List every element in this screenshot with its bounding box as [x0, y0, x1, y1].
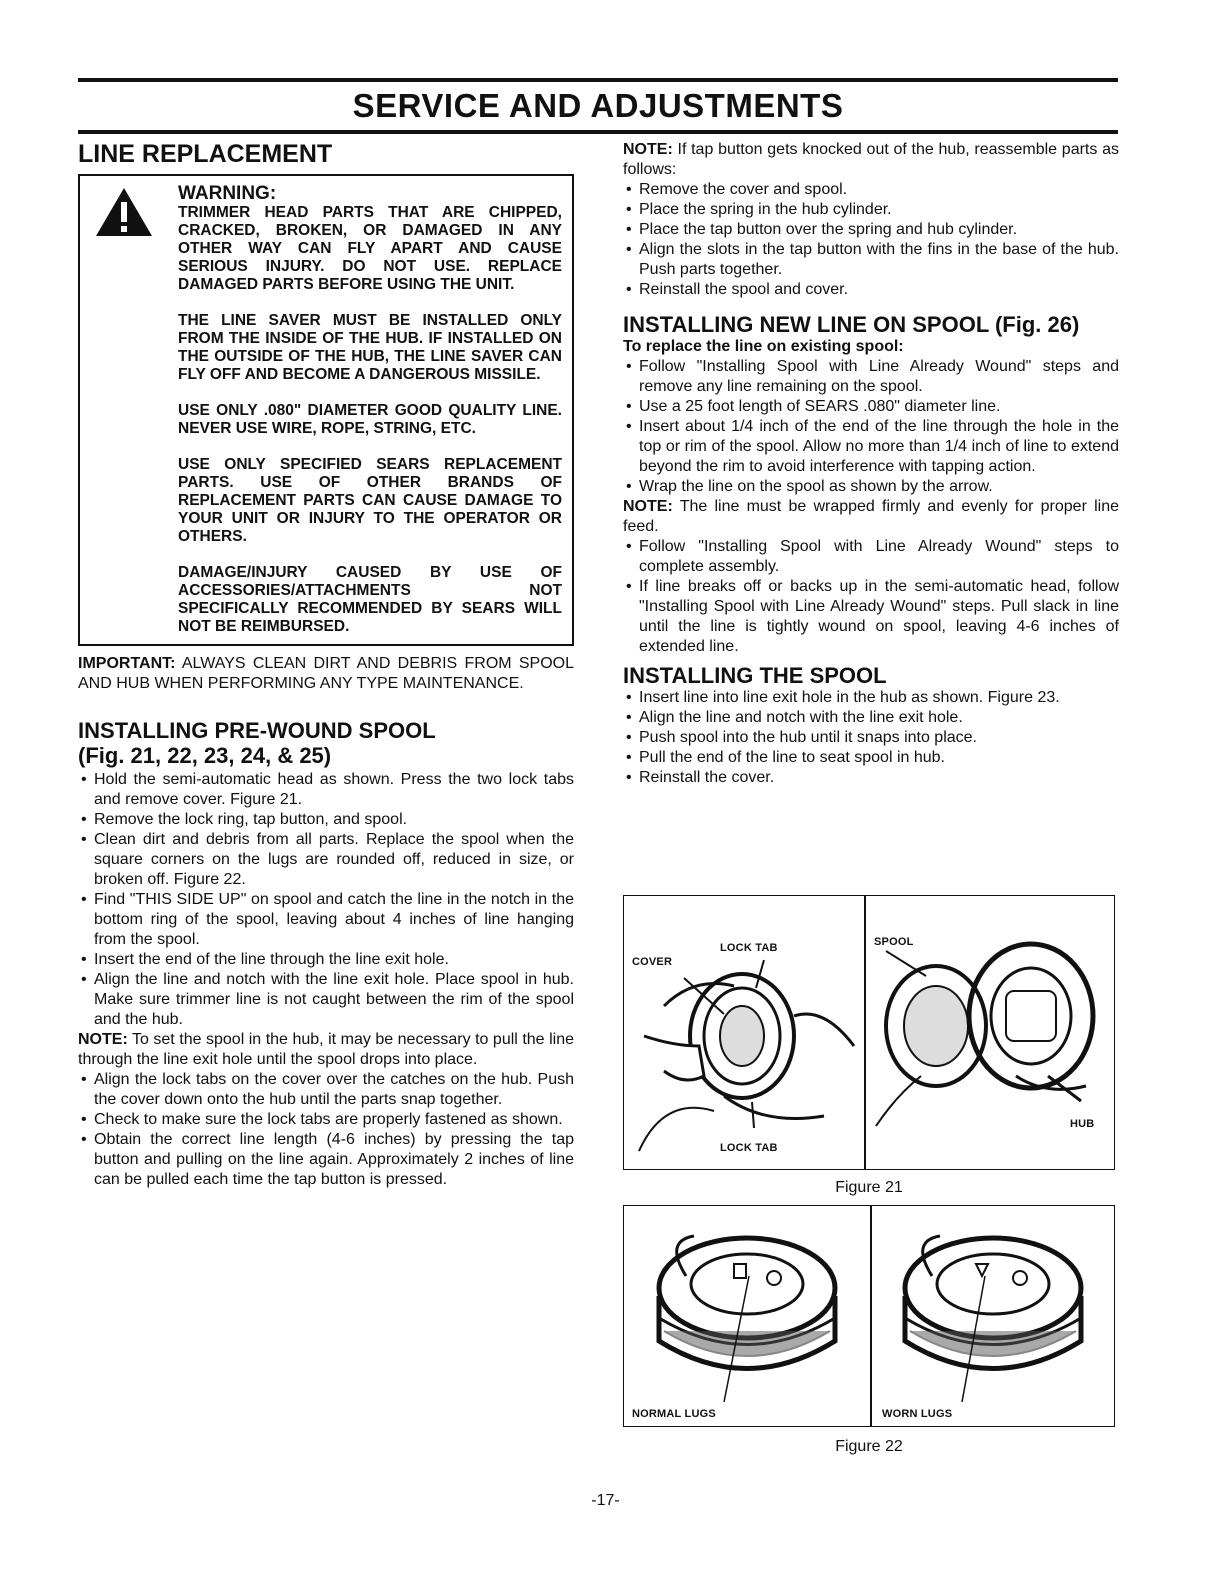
list-item: • Use a 25 foot length of SEARS .080" diameter line. — [623, 397, 1119, 417]
page-number: -17- — [591, 1492, 620, 1509]
important-label: IMPORTANT: — [78, 655, 176, 672]
list-item: • Remove the cover and spool. — [623, 180, 1119, 200]
list-item: • If line breaks off or backs up in the semi-automatic head, follow "Installing Spool with Line Already Wound" steps. Pull slack in line until the line is tightly wound on spool, leaving 4-6 inches of extended line. — [623, 577, 1119, 657]
list-item: • Wrap the line on the spool as shown by the arrow. — [623, 477, 1119, 497]
warning-box — [78, 174, 574, 646]
warning-paragraph: USE ONLY .080" DIAMETER GOOD QUALITY LINE. NEVER USE WIRE, ROPE, STRING, ETC. — [178, 402, 562, 437]
prewound-steps — [78, 770, 574, 1030]
warning-paragraph: DAMAGE/INJURY CAUSED BY USE OF ACCESSORIES/ATTACHMENTS NOT SPECIFICALLY RECOMMENDED BY SEARS WILL NOT BE REIMBURSED. — [178, 564, 562, 635]
important-text: ALWAYS CLEAN DIRT AND DEBRIS FROM SPOOL AND HUB WHEN PERFORMING ANY TYPE MAINTENANCE. — [78, 655, 574, 692]
installing-spool-steps — [623, 688, 1119, 788]
list-item: • Align the line and notch with the line exit hole. — [623, 708, 1119, 728]
list-item: • Place the tap button over the spring and hub cylinder. — [623, 220, 1119, 240]
spool-label: SPOOL — [874, 936, 914, 948]
note-text: To set the spool in the hub, it may be necessary to pull the line through the line exit hole until the spool drops into place. — [78, 1031, 574, 1068]
wrap-note — [623, 497, 1119, 537]
list-item: • Place the spring in the hub cylinder. — [623, 200, 1119, 220]
normal-lugs-illustration — [624, 1206, 870, 1426]
warning-paragraph: TRIMMER HEAD PARTS THAT ARE CHIPPED, CRACKED, BROKEN, OR DAMAGED IN ANY OTHER WAY CAN FLY APART AND CAUSE SERIOUS INJURY. DO NOT USE. REPLACE DAMAGED PARTS BEFORE USING THE UNIT. — [178, 204, 562, 293]
figure-21 — [623, 895, 1115, 1170]
line-replacement-heading: LINE REPLACEMENT — [78, 140, 333, 168]
list-item: • Reinstall the cover. — [623, 768, 1119, 788]
list-item: • Pull the end of the line to seat spool in hub. — [623, 748, 1119, 768]
list-item: • Remove the lock ring, tap button, and spool. — [78, 810, 574, 830]
figure-22 — [623, 1205, 1115, 1427]
lock-tab-label: LOCK TAB — [720, 1142, 778, 1154]
hub-label: HUB — [1070, 1118, 1095, 1130]
figure-21-caption: Figure 21 — [835, 1179, 903, 1196]
list-item: • Push spool into the hub until it snaps into place. — [623, 728, 1119, 748]
list-item: • Reinstall the spool and cover. — [623, 280, 1119, 300]
worn-lugs-illustration — [872, 1206, 1114, 1426]
list-item: • Check to make sure the lock tabs are properly fastened as shown. — [78, 1110, 574, 1130]
right-column — [623, 140, 1119, 788]
note-label: NOTE: — [78, 1031, 128, 1048]
warning-paragraph: USE ONLY SPECIFIED SEARS REPLACEMENT PARTS. USE OF OTHER BRANDS OF REPLACEMENT PARTS CAN CAUSE DAMAGE TO YOUR UNIT OR INJURY TO THE OPERATOR OR OTHERS. — [178, 456, 562, 545]
list-item: • Align the line and notch with the line exit hole. Place spool in hub. Make sure trimmer line is not caught between the rim of the spool and the hub. — [78, 970, 574, 1030]
note-text: The line must be wrapped firmly and evenly for proper line feed. — [623, 498, 1120, 535]
spool-note — [78, 1030, 574, 1070]
lock-tab-label: LOCK TAB — [720, 942, 778, 954]
list-item: • Insert line into line exit hole in the hub as shown. Figure 23. — [623, 688, 1119, 708]
prewound-steps-continued — [78, 1070, 574, 1190]
prewound-figures: (Fig. 21, 22, 23, 24, & 25) — [78, 743, 332, 768]
important-notice — [78, 654, 574, 694]
left-column — [78, 140, 574, 1190]
warning-triangle-icon — [94, 186, 154, 238]
note-text: If tap button gets knocked out of the hub, reassemble parts as follows: — [623, 141, 1119, 178]
worn-lugs-label: WORN LUGS — [882, 1408, 953, 1420]
reassemble-steps — [623, 180, 1119, 300]
warning-heading: WARNING: — [178, 183, 277, 204]
warning-paragraph: THE LINE SAVER MUST BE INSTALLED ONLY FROM THE INSIDE OF THE HUB. IF INSTALLED ON THE OUTSIDE OF THE HUB, THE LINE SAVER CAN FLY OFF AND BECOME A DANGEROUS MISSILE. — [178, 312, 562, 383]
page-title: SERVICE AND ADJUSTMENTS — [352, 87, 844, 124]
top-rule — [78, 78, 1118, 82]
list-item: • Clean dirt and debris from all parts. Replace the spool when the square corners on the lugs are rounded off, reduced in size, or broken off. Figure 22. — [78, 830, 574, 890]
list-item: • Find "THIS SIDE UP" on spool and catch the line in the notch in the bottom ring of the spool, leaving about 4 inches of line hanging from the spool. — [78, 890, 574, 950]
note-label: NOTE: — [623, 498, 673, 515]
list-item: • Follow "Installing Spool with Line Already Wound" steps and remove any line remaining on the spool. — [623, 357, 1119, 397]
new-line-steps-continued — [623, 537, 1119, 657]
list-item: • Align the slots in the tap button with the fins in the base of the hub. Push parts together. — [623, 240, 1119, 280]
cover-removal-illustration — [624, 896, 864, 1168]
list-item: • Insert about 1/4 inch of the end of the line through the hole in the top or rim of the spool. Allow no more than 1/4 inch of line to extend beyond the rim to avoid interference with tapping action. — [623, 417, 1119, 477]
list-item: • Align the lock tabs on the cover over the catches on the hub. Push the cover down onto the hub until the parts snap together. — [78, 1070, 574, 1110]
prewound-heading: INSTALLING PRE-WOUND SPOOL — [78, 718, 436, 743]
list-item: • Follow "Installing Spool with Line Already Wound" steps to complete assembly. — [623, 537, 1119, 577]
list-item: • Hold the semi-automatic head as shown. Press the two lock tabs and remove cover. Figure 21. — [78, 770, 574, 810]
title-rule — [78, 130, 1118, 134]
list-item: • Obtain the correct line length (4-6 inches) by pressing the tap button and pulling on the line again. Approximately 2 inches of line can be pulled each time the tap button is pressed. — [78, 1130, 574, 1190]
new-line-heading: INSTALLING NEW LINE ON SPOOL (Fig. 26) — [623, 312, 1080, 337]
figure-22-caption: Figure 22 — [835, 1438, 903, 1455]
replace-line-intro: To replace the line on existing spool: — [623, 338, 904, 355]
cover-label: COVER — [632, 956, 673, 968]
tap-button-note — [623, 140, 1119, 180]
new-line-steps — [623, 357, 1119, 497]
note-label: NOTE: — [623, 141, 673, 158]
installing-spool-heading: INSTALLING THE SPOOL — [623, 663, 887, 688]
list-item: • Insert the end of the line through the line exit hole. — [78, 950, 574, 970]
normal-lugs-label: NORMAL LUGS — [632, 1408, 716, 1420]
